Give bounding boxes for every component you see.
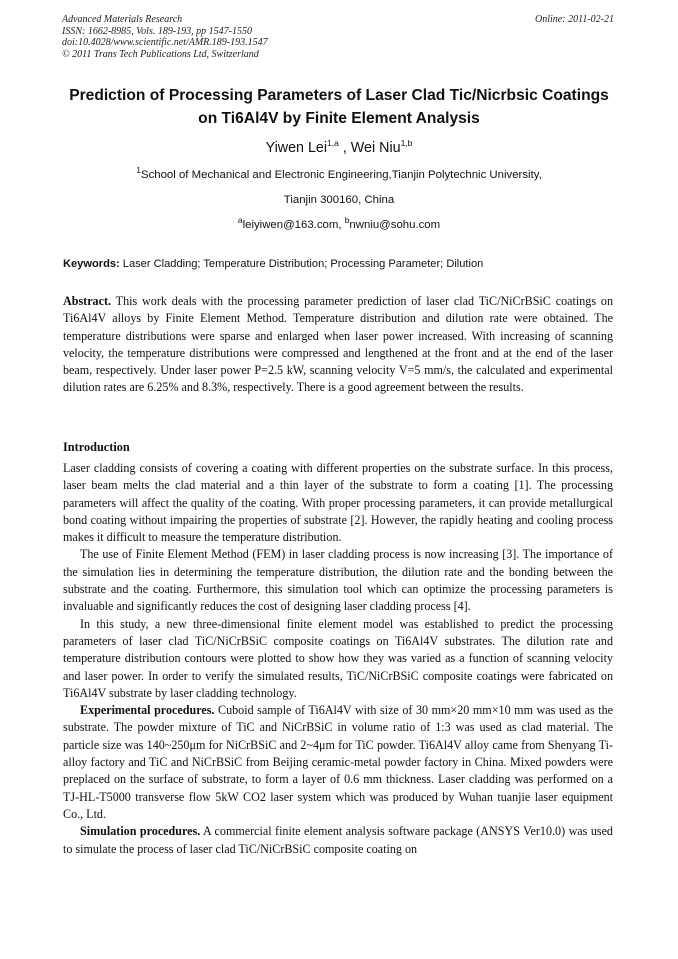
section-heading-introduction: Introduction (63, 440, 130, 454)
experimental-procedures-text: Cuboid sample of Ti6Al4V with size of 30 mm×20 mm×10 mm was used as the substrate. The powder mixture of TiC and NiCrBSiC in volume ratio of 1:3 was used as clad material. The particle size was 140~250μm for NiCrBSiC and 2~4μm for TiC powder. Ti6Al4V alloy came from Shenyang Ti-alloy factory and TiC and NiCrBSiC from Beijing ceramic-metal powder factory in China. Mixed powders were preplaced on the surface of substrate, to form a layer of 0.6 mm thickness. Laser cladding was performed on a TJ-HL-T5000 transverse flow 5kW CO2 laser system which was produced by Wuhan tuanjie laser equipment Co., Ltd. (63, 703, 614, 821)
experimental-procedures-label: Experimental procedures. (80, 703, 215, 718)
author-separator: , (338, 140, 351, 156)
journal-header (62, 14, 422, 60)
paragraph (63, 702, 613, 823)
paragraph (63, 823, 613, 858)
author-name: Yiwen Lei (265, 140, 328, 156)
affiliation-text: School of Mechanical and Electronic Engineering,Tianjin Polytechnic University, (140, 169, 542, 181)
email-marker: b (344, 215, 350, 226)
affiliation-marker: 1 (136, 165, 141, 176)
abstract-text: This work deals with the processing parameter prediction of laser clad TiC/NiCrBSiC coatings on Ti6Al4V alloys by Finite Element Method. Temperature distribution and dilution rate were obtained. The temperature distributions were sparse and enlarged when laser power increased. With increasing of scanning velocity, the temperature distributions were compressed and lengthened at the front and at the end of the laser beam, respectively. Under laser power P=2.5 kW, scanning velocity V=5 mm/s, the calculated and experimental dilution rates are 6.25% and 8.3%, respectively. There is a good agreement between the results. (63, 294, 613, 395)
email-marker: a (237, 215, 243, 226)
copyright-line: © 2011 Trans Tech Publications Ltd, Switzerland (62, 48, 259, 60)
paragraph: In this study, a new three-dimensional finite element model was established to predict the processing parameters of laser clad TiC/NiCrBSiC composite coatings on Ti6Al4V substrates. The dilution rate and temperature distribution contours were plotted to show how they was varied as a function of scanning velocity and laser power. In order to verify the simulated results, TiC/NiCrBSiC composite coatings were fabricated on Ti6Al4V substrate by laser cladding technology. (63, 616, 613, 700)
online-date: Online: 2011-02-21 (535, 14, 614, 25)
paragraph: Laser cladding consists of covering a coating with different properties on the substrate surface. In this process, laser beam melts the clad material and a thin layer of the substrate to form a coating [1]. The processing parameters will affect the quality of the coating. With proper processing parameters, it can provide metallurgical bond coating without impairing the properties of substrate [2]. However, the rapidly heating and cooling process makes it difficult to measure the temperature distribution. (63, 461, 613, 545)
paragraph: The use of Finite Element Method (FEM) in laser cladding process is now increasing [3]. The importance of the simulation lies in determining the temperature distribution, the dilution rate and the bonding between the substrate and the coating. Furthermore, this simulation tool which can optimize the processing parameters is invaluable and significantly reduces the cost of designing laser cladding process [4]. (63, 547, 613, 614)
email-b: nwniu@sohu.com (349, 219, 441, 231)
doi-line: doi:10.4028/www.scientific.net/AMR.189-193.1547 (62, 37, 268, 49)
keywords-text: Laser Cladding; Temperature Distribution; Processing Parameter; Dilution (119, 258, 484, 270)
simulation-procedures-text: A commercial finite element analysis software package (ANSYS Ver10.0) was used to simulate the process of laser clad TiC/NiCrBSiC composite coating on (63, 824, 613, 856)
affiliation-city: Tianjin 300160, China (283, 194, 395, 206)
author-affil-marker: 1,b (400, 138, 413, 149)
simulation-procedures-label: Simulation procedures. (80, 824, 201, 839)
author-emails (60, 215, 618, 232)
abstract-paragraph (63, 293, 613, 397)
abstract-label: Abstract. (63, 294, 112, 308)
abstract (63, 293, 613, 397)
author-affil-marker: 1,a (327, 138, 339, 149)
issn-line: ISSN: 1662-8985, Vols. 189-193, pp 1547-1550 (62, 25, 252, 37)
authors-line (60, 139, 618, 157)
journal-name: Advanced Materials Research (62, 14, 183, 25)
affiliation (60, 165, 618, 182)
email-a: leiyiwen@163.com, (242, 219, 345, 231)
keywords (63, 257, 623, 271)
keywords-label: Keywords: (63, 258, 120, 270)
introduction-body (63, 460, 613, 858)
paper-title: Prediction of Processing Parameters of Laser Clad Tic/Nicrbsic Coatings on Ti6Al4V by Finite Element Analysis (69, 87, 609, 127)
author-name: Wei Niu (350, 140, 401, 156)
